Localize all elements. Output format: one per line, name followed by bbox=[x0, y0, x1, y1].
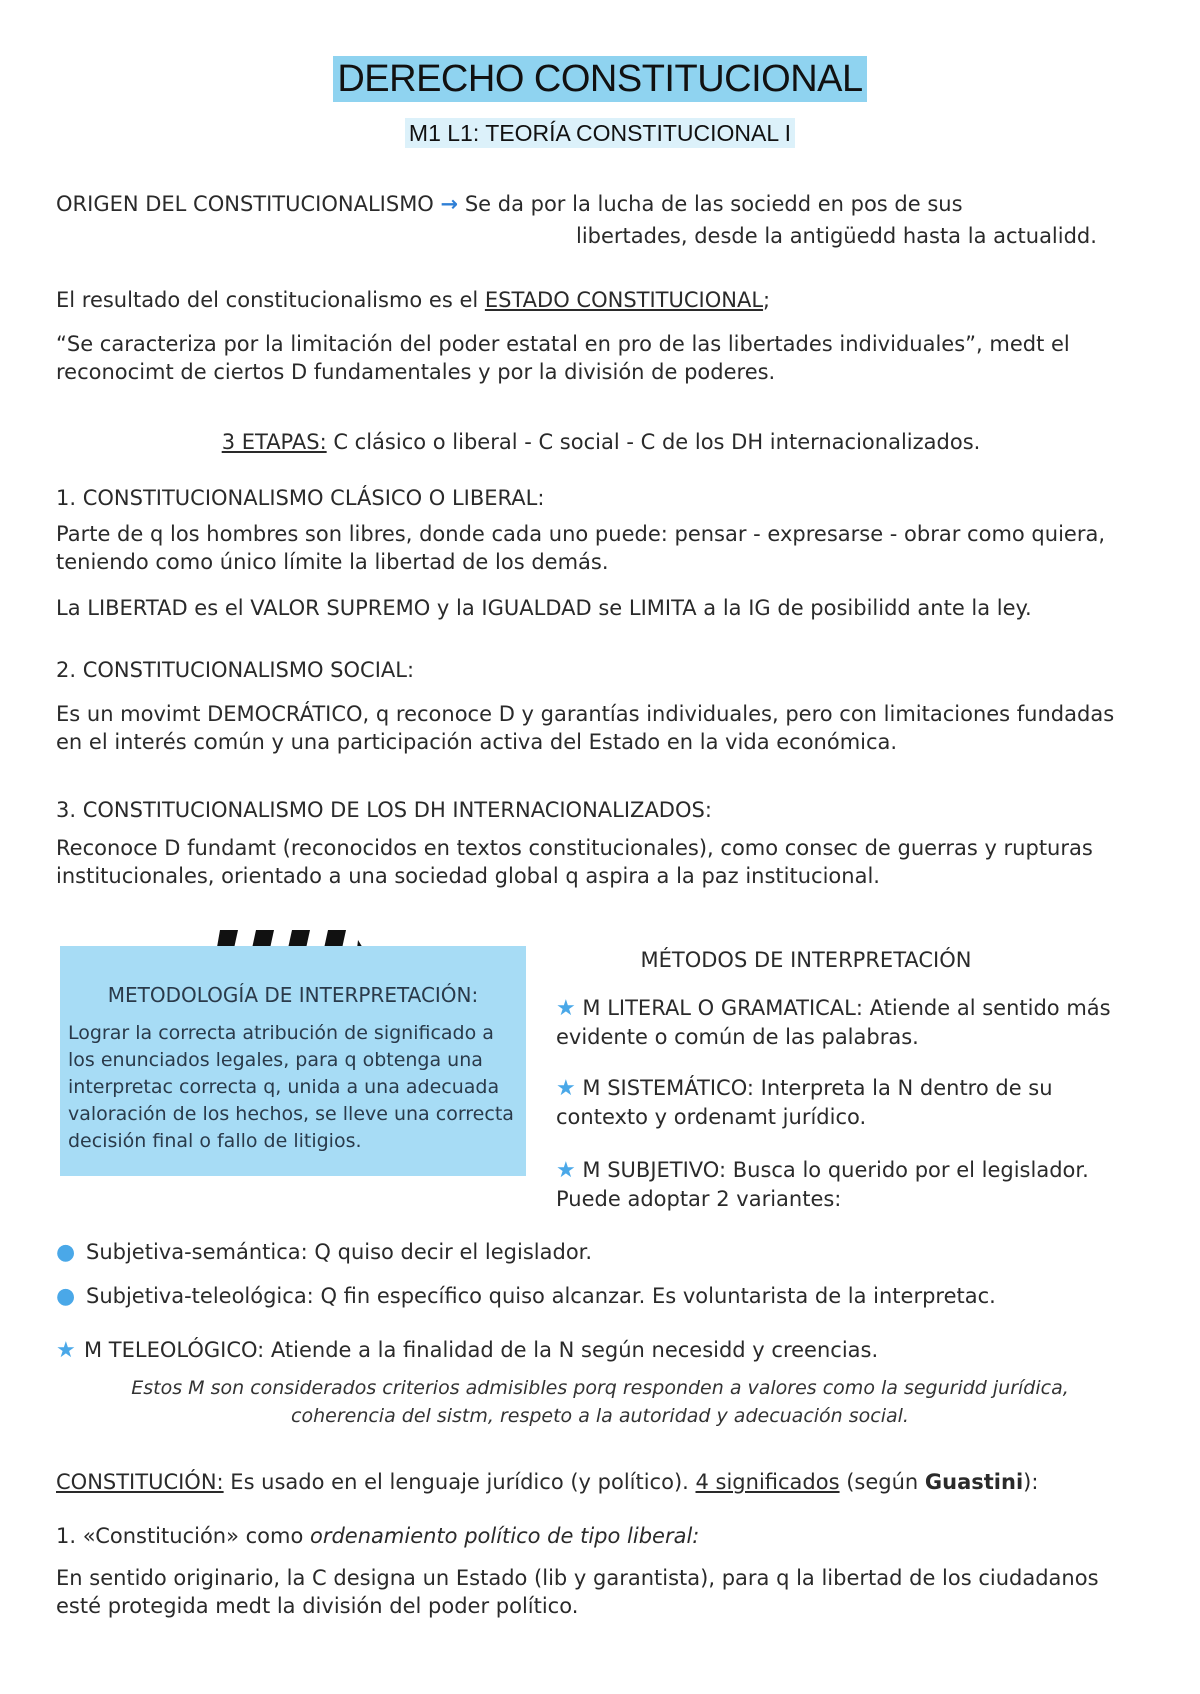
document-subtitle-wrap bbox=[0, 118, 1200, 148]
resultado-suffix: ; bbox=[763, 288, 771, 312]
estado-constitucional: ESTADO CONSTITUCIONAL bbox=[484, 288, 764, 312]
sub2-label: Subjetiva-teleológica: bbox=[86, 1284, 314, 1308]
star-icon: ★ bbox=[556, 996, 576, 1021]
metodos-note-line2: coherencia del sistm, respeto a la autoridad y adecuación social. bbox=[291, 1405, 909, 1427]
metodo-subjetivo bbox=[556, 1156, 1116, 1213]
document-title-wrap bbox=[0, 56, 1200, 102]
constitucion-label: CONSTITUCIÓN: bbox=[56, 1470, 224, 1494]
etapas-label: 3 ETAPAS: bbox=[221, 430, 327, 454]
resultado-quote: “Se caracteriza por la limitación del poder estatal en pro de las libertades individuales”, medt el reconocimt de ciertos D fundamentales y por la división de poderes. bbox=[56, 332, 1070, 384]
document-subtitle: M1 L1: TEORÍA CONSTITUCIONAL I bbox=[405, 118, 795, 148]
star-icon: ★ bbox=[556, 1158, 576, 1183]
metodo-sistematico-label: M SISTEMÁTICO: bbox=[582, 1076, 754, 1100]
bullet-icon: ● bbox=[56, 1284, 76, 1309]
constitucion-item1-prefix: 1. «Constitución» como bbox=[56, 1524, 310, 1548]
metodo-literal bbox=[556, 994, 1116, 1051]
metodos-note-line1: Estos M son considerados criterios admisibles porq responden a valores como la seguridd jurídica, bbox=[131, 1377, 1069, 1399]
resultado-prefix: El resultado del constitucionalismo es el bbox=[56, 288, 485, 312]
bullet-icon: ● bbox=[56, 1240, 76, 1265]
section-1-paragraph-2: La LIBERTAD es el VALOR SUPREMO y la IGUALDAD se LIMITA a la IG de posibilidd ante la ley. bbox=[56, 596, 1032, 620]
methodology-box-title: METODOLOGÍA DE INTERPRETACIÓN: bbox=[107, 983, 479, 1007]
document-title: DERECHO CONSTITUCIONAL bbox=[333, 56, 866, 102]
sub1-label: Subjetiva-semántica: bbox=[86, 1240, 308, 1264]
sub2-text: Q fin específico quiso alcanzar. Es voluntarista de la interpretac. bbox=[313, 1284, 996, 1308]
etapas-text: C clásico o liberal - C social - C de los DH internacionalizados. bbox=[326, 430, 981, 454]
section-3-heading: 3. CONSTITUCIONALISMO DE LOS DH INTERNACIONALIZADOS: bbox=[56, 798, 712, 822]
methodology-box-body: Lograr la correcta atribución de significado a los enunciados legales, para q obtenga una interpretac correcta q, unida a una adecuada valoración de los hechos, se lleve una correcta decisión final o fallo de litigios. bbox=[68, 1022, 514, 1152]
origen-label: ORIGEN DEL CONSTITUCIONALISMO bbox=[56, 192, 434, 216]
section-2-paragraph: Es un movimt DEMOCRÁTICO, q reconoce D y garantías individuales, pero con limitaciones fundadas en el interés común y una participación activa del Estado en la vida económica. bbox=[56, 702, 1115, 754]
metodo-subjetivo-label: M SUBJETIVO: bbox=[582, 1158, 727, 1182]
metodo-sistematico-text: Interpreta la N dentro de su contexto y ordenamt jurídico. bbox=[556, 1076, 1053, 1129]
metodo-literal-text: Atiende al sentido más evidente o común de las palabras. bbox=[556, 996, 1111, 1049]
metodo-sistematico bbox=[556, 1074, 1116, 1131]
constitucion-item1-italic: ordenamiento político de tipo liberal: bbox=[310, 1524, 700, 1548]
origen-text-line1: Se da por la lucha de las sociedd en pos de sus bbox=[464, 192, 963, 216]
subjetivo-teleologica bbox=[56, 1282, 1156, 1311]
star-icon: ★ bbox=[56, 1338, 76, 1363]
metodo-teleologico-text: Atiende a la finalidad de la N según necesidd y creencias. bbox=[264, 1338, 879, 1362]
section-1-paragraph-1: Parte de q los hombres son libres, donde cada uno puede: pensar - expresarse - obrar como quiera, teniendo como único límite la libertad de los demás. bbox=[56, 522, 1105, 574]
constitucion-item-1-text: En sentido originario, la C designa un Estado (lib y garantista), para q la libertad de los ciudadanos esté protegida medt la división del poder político. bbox=[56, 1566, 1099, 1618]
constitucion-author: Guastini bbox=[924, 1470, 1024, 1494]
arrow-right-icon: → bbox=[440, 192, 459, 216]
constitucion-text3: ): bbox=[1023, 1470, 1039, 1494]
section-3-paragraph: Reconoce D fundamt (reconocidos en textos constitucionales), como consec de guerras y rupturas institucionales, orientado a una sociedad global q aspira a la paz institucional. bbox=[56, 836, 1093, 888]
star-icon: ★ bbox=[556, 1076, 576, 1101]
resultado-line bbox=[56, 286, 1156, 314]
constitucion-item-1 bbox=[56, 1522, 1156, 1550]
etapas-line bbox=[56, 428, 1146, 456]
metodo-subjetivo-text: Busca lo querido por el legislador. Puede adoptar 2 variantes: bbox=[556, 1158, 1089, 1211]
constitucion-significados: 4 significados bbox=[695, 1470, 840, 1494]
constitucion-line bbox=[56, 1468, 1166, 1496]
metodo-literal-label: M LITERAL O GRAMATICAL: bbox=[582, 996, 863, 1020]
methodology-box bbox=[60, 946, 526, 1176]
metodos-heading: MÉTODOS DE INTERPRETACIÓN bbox=[640, 948, 972, 972]
section-1-heading: 1. CONSTITUCIONALISMO CLÁSICO O LIBERAL: bbox=[56, 486, 545, 510]
subjetivo-semantica bbox=[56, 1238, 1156, 1267]
section-2-heading: 2. CONSTITUCIONALISMO SOCIAL: bbox=[56, 658, 415, 682]
origen-text-line2: libertades, desde la antigüedd hasta la actualidd. bbox=[576, 224, 1097, 248]
origen-line1 bbox=[56, 190, 1166, 218]
sub1-text: Q quiso decir el legislador. bbox=[307, 1240, 593, 1264]
constitucion-text2: (según bbox=[839, 1470, 925, 1494]
metodo-teleologico bbox=[56, 1336, 1156, 1365]
metodo-teleologico-label: M TELEOLÓGICO: bbox=[84, 1338, 265, 1362]
constitucion-text1: Es usado en el lenguaje jurídico (y político). bbox=[223, 1470, 696, 1494]
